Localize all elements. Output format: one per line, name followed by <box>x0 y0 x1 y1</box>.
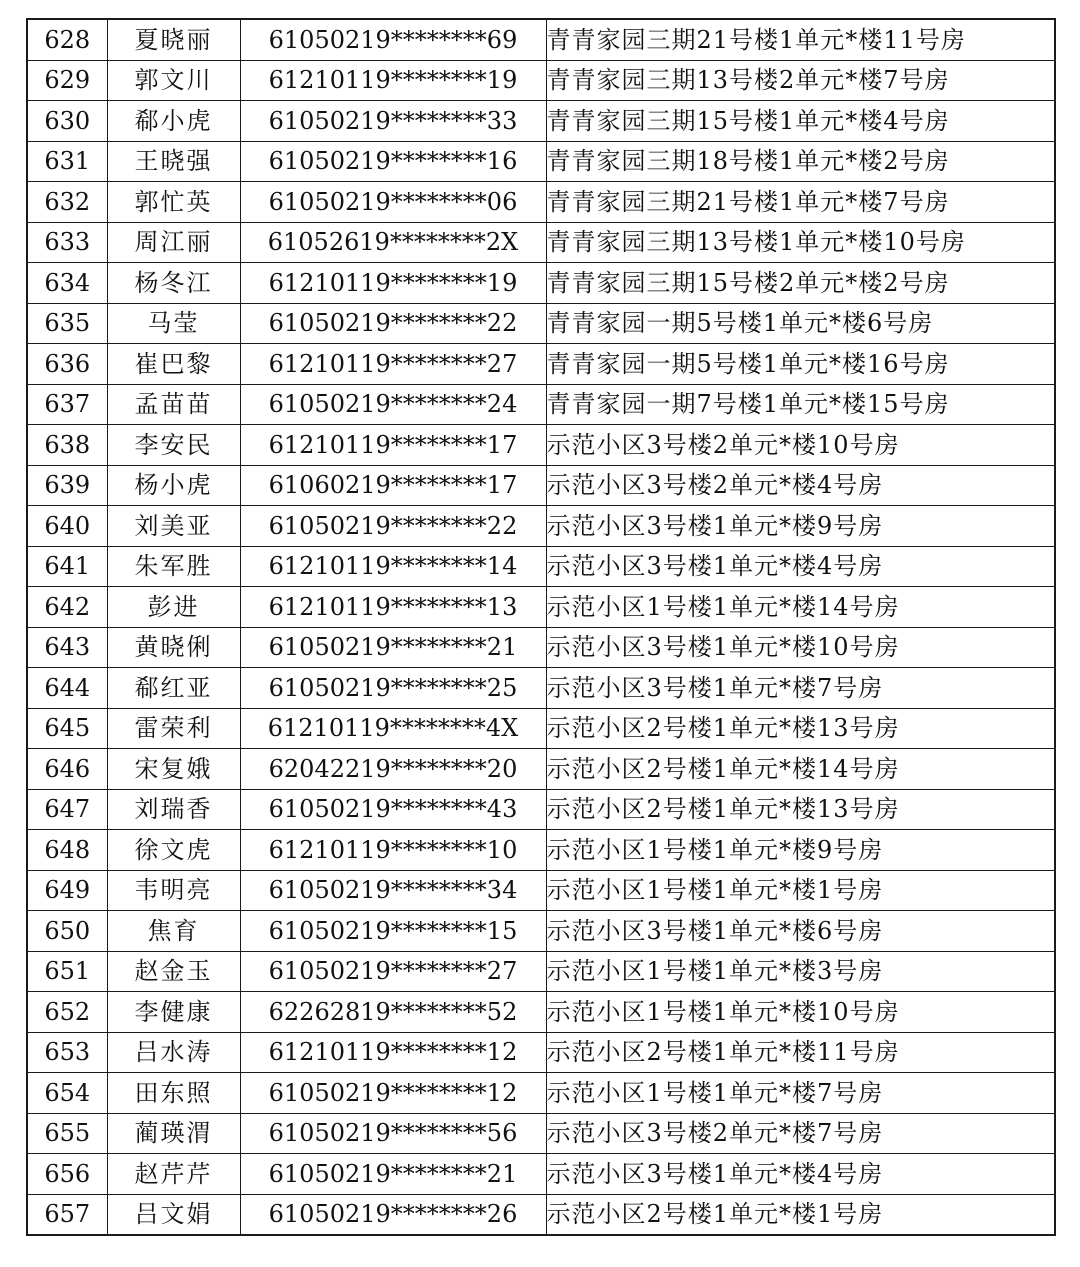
address-cell: 示范小区2号楼1单元*楼11号房 <box>546 1032 1055 1073</box>
id-number-cell: 61050219********21 <box>240 1154 546 1195</box>
table-row <box>27 708 1055 749</box>
row-number-cell: 643 <box>27 627 107 668</box>
id-number-cell: 61050219********33 <box>240 101 546 142</box>
address-cell: 示范小区3号楼1单元*楼9号房 <box>546 506 1055 547</box>
row-number-cell: 637 <box>27 384 107 425</box>
id-number-cell: 61050219********21 <box>240 627 546 668</box>
id-number-cell: 61050219********25 <box>240 668 546 709</box>
address-cell: 示范小区3号楼1单元*楼4号房 <box>546 546 1055 587</box>
id-number-cell: 61050219********27 <box>240 951 546 992</box>
id-number-cell: 61050219********22 <box>240 506 546 547</box>
row-number-cell: 630 <box>27 101 107 142</box>
table-row <box>27 1113 1055 1154</box>
row-number-cell: 645 <box>27 708 107 749</box>
row-number-cell: 640 <box>27 506 107 547</box>
table-row <box>27 263 1055 304</box>
person-name-cell: 郭忙英 <box>107 182 240 223</box>
id-number-cell: 61050219********15 <box>240 911 546 952</box>
table-row <box>27 789 1055 830</box>
person-name-cell: 朱军胜 <box>107 546 240 587</box>
address-cell: 示范小区2号楼1单元*楼13号房 <box>546 789 1055 830</box>
id-number-cell: 61210119********12 <box>240 1032 546 1073</box>
person-name-cell: 蔺瑛渭 <box>107 1113 240 1154</box>
table-row <box>27 911 1055 952</box>
table-row <box>27 465 1055 506</box>
table-row <box>27 546 1055 587</box>
roster-table <box>26 18 1056 1236</box>
row-number-cell: 628 <box>27 19 107 60</box>
table-row <box>27 668 1055 709</box>
person-name-cell: 赵金玉 <box>107 951 240 992</box>
table-row <box>27 951 1055 992</box>
row-number-cell: 649 <box>27 870 107 911</box>
table-row <box>27 627 1055 668</box>
person-name-cell: 郗小虎 <box>107 101 240 142</box>
id-number-cell: 61050219********22 <box>240 303 546 344</box>
table-row <box>27 19 1055 60</box>
id-number-cell: 61210119********14 <box>240 546 546 587</box>
id-number-cell: 61210119********17 <box>240 425 546 466</box>
address-cell: 青青家园三期21号楼1单元*楼11号房 <box>546 19 1055 60</box>
table-row <box>27 101 1055 142</box>
row-number-cell: 648 <box>27 830 107 871</box>
table-row <box>27 1032 1055 1073</box>
person-name-cell: 王晓强 <box>107 141 240 182</box>
id-number-cell: 62262819********52 <box>240 992 546 1033</box>
address-cell: 示范小区1号楼1单元*楼9号房 <box>546 830 1055 871</box>
id-number-cell: 61050219********34 <box>240 870 546 911</box>
person-name-cell: 马莹 <box>107 303 240 344</box>
row-number-cell: 634 <box>27 263 107 304</box>
id-number-cell: 61210119********19 <box>240 263 546 304</box>
row-number-cell: 646 <box>27 749 107 790</box>
person-name-cell: 刘瑞香 <box>107 789 240 830</box>
table-row <box>27 830 1055 871</box>
table-row <box>27 506 1055 547</box>
address-cell: 示范小区2号楼1单元*楼14号房 <box>546 749 1055 790</box>
address-cell: 示范小区3号楼2单元*楼4号房 <box>546 465 1055 506</box>
address-cell: 青青家园三期21号楼1单元*楼7号房 <box>546 182 1055 223</box>
id-number-cell: 61050219********12 <box>240 1073 546 1114</box>
table-row <box>27 222 1055 263</box>
address-cell: 示范小区3号楼2单元*楼7号房 <box>546 1113 1055 1154</box>
person-name-cell: 崔巴黎 <box>107 344 240 385</box>
id-number-cell: 62042219********20 <box>240 749 546 790</box>
row-number-cell: 653 <box>27 1032 107 1073</box>
id-number-cell: 61050219********69 <box>240 19 546 60</box>
person-name-cell: 夏晓丽 <box>107 19 240 60</box>
row-number-cell: 655 <box>27 1113 107 1154</box>
person-name-cell: 刘美亚 <box>107 506 240 547</box>
row-number-cell: 644 <box>27 668 107 709</box>
person-name-cell: 焦育 <box>107 911 240 952</box>
address-cell: 示范小区1号楼1单元*楼7号房 <box>546 1073 1055 1114</box>
row-number-cell: 631 <box>27 141 107 182</box>
person-name-cell: 李健康 <box>107 992 240 1033</box>
table-row <box>27 303 1055 344</box>
address-cell: 示范小区3号楼1单元*楼7号房 <box>546 668 1055 709</box>
person-name-cell: 徐文虎 <box>107 830 240 871</box>
person-name-cell: 孟苗苗 <box>107 384 240 425</box>
id-number-cell: 61050219********06 <box>240 182 546 223</box>
address-cell: 青青家园一期7号楼1单元*楼15号房 <box>546 384 1055 425</box>
id-number-cell: 61050219********24 <box>240 384 546 425</box>
address-cell: 青青家园三期15号楼2单元*楼2号房 <box>546 263 1055 304</box>
row-number-cell: 635 <box>27 303 107 344</box>
id-number-cell: 61052619********2X <box>240 222 546 263</box>
row-number-cell: 654 <box>27 1073 107 1114</box>
row-number-cell: 639 <box>27 465 107 506</box>
table-row <box>27 141 1055 182</box>
table-row <box>27 344 1055 385</box>
address-cell: 示范小区2号楼1单元*楼13号房 <box>546 708 1055 749</box>
address-cell: 示范小区1号楼1单元*楼14号房 <box>546 587 1055 628</box>
row-number-cell: 656 <box>27 1154 107 1195</box>
id-number-cell: 61050219********43 <box>240 789 546 830</box>
row-number-cell: 641 <box>27 546 107 587</box>
person-name-cell: 黄晓俐 <box>107 627 240 668</box>
id-number-cell: 61210119********19 <box>240 60 546 101</box>
person-name-cell: 李安民 <box>107 425 240 466</box>
row-number-cell: 642 <box>27 587 107 628</box>
address-cell: 示范小区3号楼1单元*楼6号房 <box>546 911 1055 952</box>
address-cell: 示范小区3号楼1单元*楼4号房 <box>546 1154 1055 1195</box>
id-number-cell: 61050219********16 <box>240 141 546 182</box>
address-cell: 示范小区2号楼1单元*楼1号房 <box>546 1194 1055 1235</box>
id-number-cell: 61210119********10 <box>240 830 546 871</box>
address-cell: 示范小区1号楼1单元*楼10号房 <box>546 992 1055 1033</box>
id-number-cell: 61210119********13 <box>240 587 546 628</box>
id-number-cell: 61210119********4X <box>240 708 546 749</box>
table-row <box>27 182 1055 223</box>
row-number-cell: 650 <box>27 911 107 952</box>
row-number-cell: 638 <box>27 425 107 466</box>
person-name-cell: 杨冬江 <box>107 263 240 304</box>
table-row <box>27 425 1055 466</box>
address-cell: 青青家园三期15号楼1单元*楼4号房 <box>546 101 1055 142</box>
table-row <box>27 1073 1055 1114</box>
person-name-cell: 吕文娟 <box>107 1194 240 1235</box>
address-cell: 青青家园一期5号楼1单元*楼16号房 <box>546 344 1055 385</box>
table-row <box>27 1154 1055 1195</box>
person-name-cell: 杨小虎 <box>107 465 240 506</box>
row-number-cell: 633 <box>27 222 107 263</box>
row-number-cell: 651 <box>27 951 107 992</box>
row-number-cell: 632 <box>27 182 107 223</box>
address-cell: 青青家园三期13号楼2单元*楼7号房 <box>546 60 1055 101</box>
id-number-cell: 61060219********17 <box>240 465 546 506</box>
row-number-cell: 629 <box>27 60 107 101</box>
table-row <box>27 384 1055 425</box>
person-name-cell: 吕水涛 <box>107 1032 240 1073</box>
table-row <box>27 749 1055 790</box>
address-cell: 示范小区3号楼2单元*楼10号房 <box>546 425 1055 466</box>
table-row <box>27 992 1055 1033</box>
id-number-cell: 61050219********26 <box>240 1194 546 1235</box>
address-cell: 示范小区1号楼1单元*楼3号房 <box>546 951 1055 992</box>
person-name-cell: 赵芹芹 <box>107 1154 240 1195</box>
id-number-cell: 61050219********56 <box>240 1113 546 1154</box>
address-cell: 示范小区1号楼1单元*楼1号房 <box>546 870 1055 911</box>
row-number-cell: 647 <box>27 789 107 830</box>
table-row <box>27 60 1055 101</box>
address-cell: 青青家园三期13号楼1单元*楼10号房 <box>546 222 1055 263</box>
address-cell: 青青家园三期18号楼1单元*楼2号房 <box>546 141 1055 182</box>
roster-body <box>27 19 1055 1235</box>
address-cell: 示范小区3号楼1单元*楼10号房 <box>546 627 1055 668</box>
roster-sheet <box>26 18 1054 1236</box>
person-name-cell: 郭文川 <box>107 60 240 101</box>
person-name-cell: 田东照 <box>107 1073 240 1114</box>
person-name-cell: 韦明亮 <box>107 870 240 911</box>
person-name-cell: 周江丽 <box>107 222 240 263</box>
person-name-cell: 宋复娥 <box>107 749 240 790</box>
id-number-cell: 61210119********27 <box>240 344 546 385</box>
person-name-cell: 郗红亚 <box>107 668 240 709</box>
table-row <box>27 587 1055 628</box>
table-row <box>27 1194 1055 1235</box>
row-number-cell: 636 <box>27 344 107 385</box>
table-row <box>27 870 1055 911</box>
row-number-cell: 657 <box>27 1194 107 1235</box>
address-cell: 青青家园一期5号楼1单元*楼6号房 <box>546 303 1055 344</box>
person-name-cell: 彭进 <box>107 587 240 628</box>
row-number-cell: 652 <box>27 992 107 1033</box>
person-name-cell: 雷荣利 <box>107 708 240 749</box>
